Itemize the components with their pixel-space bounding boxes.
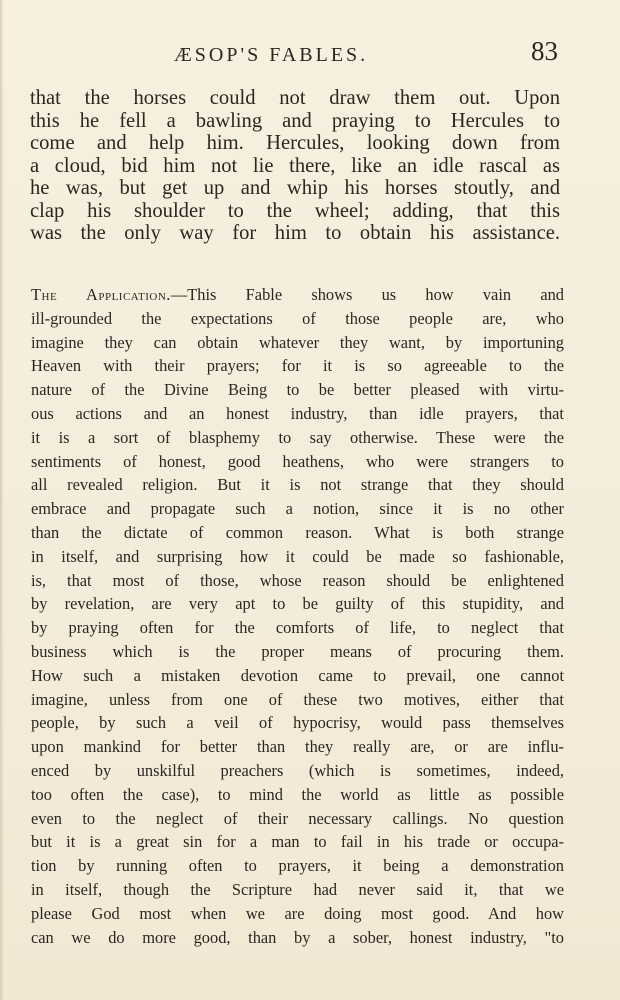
text-line: imagine they can obtain whatever they want, by importuning: [31, 332, 564, 352]
text-line: but it is a great sin for a man to fail in his trade or occupa-: [31, 832, 564, 852]
text-line: that the horses could not draw them out. Upon: [30, 87, 560, 109]
text-line: than the dictate of common reason. What is both strange: [31, 522, 564, 542]
text-line: please God most when we are doing most good. And how: [31, 903, 564, 923]
page-edge-shadow: [0, 0, 4, 1000]
page-number: 83: [531, 36, 558, 66]
text-line: come and help him. Hercules, looking down from: [30, 132, 560, 154]
page-header: [0, 36, 620, 76]
text-line: How such a mistaken devotion came to prevail, one cannot: [31, 665, 564, 685]
text-line: business which is the proper means of procuring them.: [31, 641, 564, 661]
text-line: ill-grounded the expectations of those people are, who: [31, 308, 564, 328]
text-line: even to the neglect of their necessary callings. No question: [31, 808, 564, 828]
text-line: is, that most of those, whose reason should be enlightened: [31, 570, 564, 590]
text-line: a cloud, bid him not lie there, like an idle rascal as: [30, 154, 560, 177]
text-line: this he fell a bawling and praying to Hercules to: [30, 109, 560, 132]
text-line: he was, but get up and whip his horses stoutly, and: [30, 177, 560, 199]
text-line: all revealed religion. But it is not strange that they should: [31, 475, 564, 495]
application-paragraph: [31, 283, 564, 949]
text-line: enced by unskilful preachers (which is sometimes, indeed,: [31, 760, 564, 780]
application-first-line-text: —This Fable shows us how vain and: [170, 285, 564, 304]
text-line: upon mankind for better than they really are, or are influ-: [31, 737, 564, 757]
text-line: it is a sort of blasphemy to say otherwise. These were the: [31, 427, 564, 447]
text-line: tion by running often to prayers, it being a demonstration: [31, 856, 564, 876]
text-line: clap his shoulder to the wheel; adding, that this: [30, 199, 560, 222]
text-line: in itself, though the Scripture had never said it, that we: [31, 879, 564, 899]
text-line: imagine, unless from one of these two motives, either that: [31, 689, 564, 709]
text-line: embrace and propagate such a notion, since it is no other: [31, 499, 564, 519]
text-line: was the only way for him to obtain his assistance.: [30, 222, 560, 244]
text-line: nature of the Divine Being to be better pleased with virtu-: [31, 380, 564, 400]
running-title: ÆSOP'S FABLES.: [174, 44, 369, 66]
application-label: The Application.: [31, 285, 171, 304]
text-line: ous actions and an honest industry, than idle prayers, that: [31, 403, 564, 423]
application-first-line: [31, 283, 564, 307]
text-line: can we do more good, than by a sober, honest industry, "to: [31, 927, 564, 947]
text-line: in itself, and surprising how it could be made so fashionable,: [31, 546, 564, 566]
text-line: people, by such a veil of hypocrisy, would pass themselves: [31, 713, 564, 733]
text-line: sentiments of honest, good heathens, who were strangers to: [31, 451, 564, 471]
fable-text: [30, 87, 560, 245]
text-line: by praying often for the comforts of life, to neglect that: [31, 618, 564, 638]
text-line: Heaven with their prayers; for it is so agreeable to the: [31, 356, 564, 376]
text-line: too often the case), to mind the world as little as possible: [31, 784, 564, 804]
text-line: by revelation, are very apt to be guilty of this stupidity, and: [31, 594, 564, 614]
